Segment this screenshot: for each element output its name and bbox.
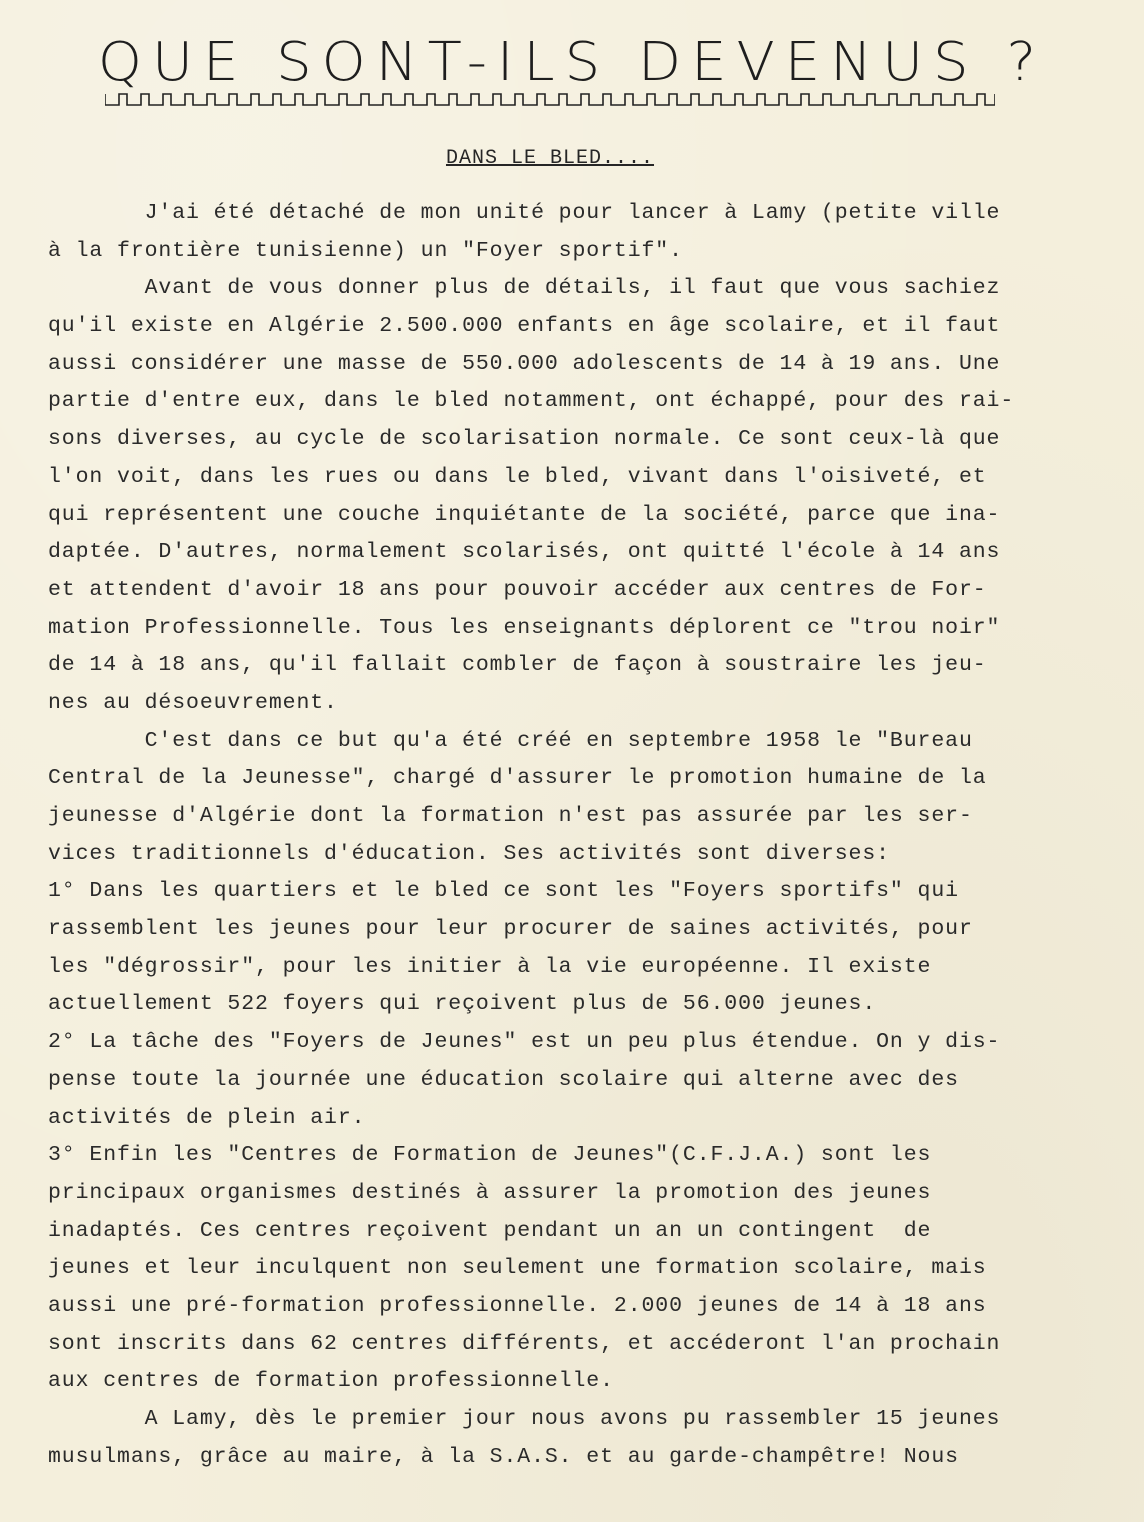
text-line: 1° Dans les quartiers et le bled ce sont les "Foyers sportifs" qui: [48, 879, 959, 904]
text-line: de 14 à 18 ans, qu'il fallait combler de façon à soustraire les jeu-: [48, 653, 987, 678]
title-decorative-border: [105, 92, 995, 108]
text-line: principaux organismes destinés à assurer la promotion des jeunes: [48, 1180, 932, 1205]
text-line: l'on voit, dans les rues ou dans le bled, vivant dans l'oisiveté, et: [48, 464, 987, 489]
text-line: sons diverses, au cycle de scolarisation normale. Ce sont ceux-là que: [48, 427, 1001, 452]
text-line: inadaptés. Ces centres reçoivent pendant un an un contingent de: [48, 1218, 932, 1243]
text-line: jeunes et leur inculquent non seulement une formation scolaire, mais: [48, 1256, 987, 1281]
text-line: musulmans, grâce au maire, à la S.A.S. et au garde-champêtre! Nous: [48, 1444, 959, 1469]
page-title: QUE SONT-ILS DEVENUS ?: [97, 31, 1047, 94]
section-heading: DANS LE BLED....: [445, 147, 655, 170]
text-line: C'est dans ce but qu'a été créé en septembre 1958 le "Bureau: [48, 728, 973, 753]
text-line: qui représentent une couche inquiétante de la société, parce que ina-: [48, 502, 1001, 527]
text-line: 3° Enfin les "Centres de Formation de Jeunes"(C.F.J.A.) sont les: [48, 1143, 932, 1168]
text-line: et attendent d'avoir 18 ans pour pouvoir accéder aux centres de For-: [48, 577, 987, 602]
text-line: J'ai été détaché de mon unité pour lancer à Lamy (petite ville: [48, 201, 1001, 225]
text-line: jeunesse d'Algérie dont la formation n'est pas assurée par les ser-: [48, 804, 973, 828]
text-line: aussi considérer une masse de 550.000 adolescents de 14 à 19 ans. Une: [48, 351, 1001, 376]
text-line: sont inscrits dans 62 centres différents, et accéderont l'an prochain: [48, 1331, 1001, 1356]
body-text: [48, 195, 1108, 1476]
text-line: 2° La tâche des "Foyers de Jeunes" est un peu plus étendue. On y dis-: [48, 1030, 1001, 1055]
text-line: Central de la Jeunesse", chargé d'assurer le promotion humaine de la: [48, 766, 987, 791]
text-line: les "dégrossir", pour les initier à la vie européenne. Il existe: [48, 954, 932, 979]
text-line: actuellement 522 foyers qui reçoivent plus de 56.000 jeunes.: [48, 992, 877, 1017]
text-line: nes au désoeuvrement.: [48, 690, 338, 715]
text-line: A Lamy, dès le premier jour nous avons pu rassembler 15 jeunes: [48, 1407, 1001, 1431]
text-line: pense toute la journée une éducation scolaire qui alterne avec des: [48, 1067, 959, 1092]
text-line: Avant de vous donner plus de détails, il faut que vous sachiez: [48, 276, 1001, 301]
text-line: à la frontière tunisienne) un "Foyer sportif".: [48, 238, 683, 263]
text-line: qu'il existe en Algérie 2.500.000 enfants en âge scolaire, et il faut: [48, 314, 1001, 339]
text-line: activités de plein air.: [48, 1105, 366, 1130]
text-line: aussi une pré-formation professionnelle. 2.000 jeunes de 14 à 18 ans: [48, 1293, 987, 1318]
text-line: aux centres de formation professionnelle.: [48, 1369, 614, 1394]
text-line: daptée. D'autres, normalement scolarisés, ont quitté l'école à 14 ans: [48, 540, 1001, 565]
text-line: vices traditionnels d'éducation. Ses activités sont diverses:: [48, 841, 890, 866]
text-line: rassemblent les jeunes pour leur procurer de saines activités, pour: [48, 917, 973, 942]
text-line: mation Professionnelle. Tous les enseignants déplorent ce "trou noir": [48, 615, 1001, 640]
text-line: partie d'entre eux, dans le bled notamment, ont échappé, pour des rai-: [48, 389, 1015, 414]
